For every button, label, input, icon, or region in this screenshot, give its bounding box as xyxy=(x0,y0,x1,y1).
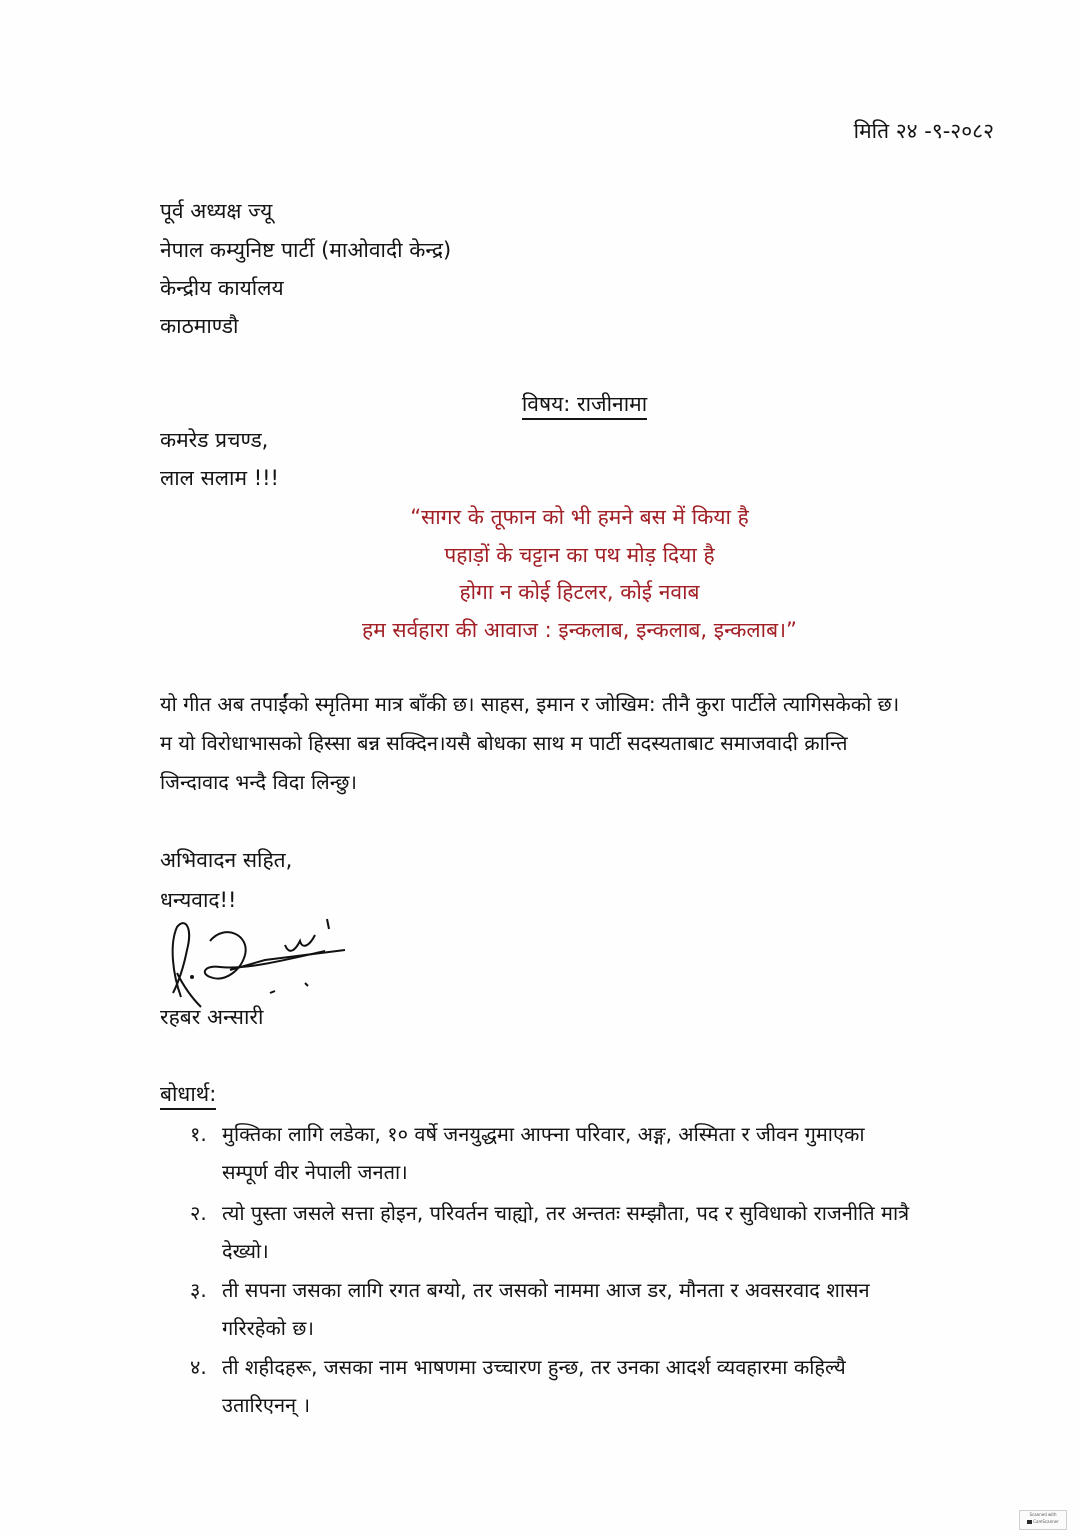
address-line-1: पूर्व अध्यक्ष ज्यू xyxy=(160,199,273,223)
cc-item-4 xyxy=(190,1353,846,1417)
cc-item-text: मुक्तिका लागि लडेका, १० वर्षे जनयुद्धमा आफ्ना परिवार, अङ्ग, अस्मिता र जीवन गुमाएका xyxy=(222,1122,865,1146)
camscanner-watermark xyxy=(1019,1510,1067,1530)
closing-line-2: धन्यवाद!! xyxy=(160,888,237,912)
cc-item-number: ३. xyxy=(190,1278,207,1302)
watermark-line-2: CamScanner xyxy=(1033,1519,1059,1524)
cc-item-text: ती सपना जसका लागि रगत बग्यो, तर जसको नाममा आज डर, मौनता र अवसरवाद शासन xyxy=(222,1278,870,1302)
cc-item-3 xyxy=(190,1276,870,1340)
subject-text: विषय: राजीनामा xyxy=(522,392,647,420)
salutation-line-1: कमरेड प्रचण्ड, xyxy=(160,428,269,452)
quote-line-2: पहाड़ों के चट्टान का पथ मोड़ दिया है xyxy=(444,543,715,567)
cc-item-text: उतारिएनन् । xyxy=(222,1393,311,1417)
cc-item-1 xyxy=(190,1120,865,1184)
body-line-1: यो गीत अब तपाईंको स्मृतिमा मात्र बाँकी छ। साहस, इमान र जोखिम: तीनै कुरा पार्टीले त्यागिसकेको छ। xyxy=(160,692,900,716)
quote-line-3: होगा न कोई हिटलर, कोई नवाब xyxy=(459,580,700,604)
cc-item-text: गरिरहेको छ। xyxy=(222,1316,314,1340)
address-line-4: काठमाण्डौ xyxy=(160,314,239,338)
cc-item-number: २. xyxy=(190,1201,207,1225)
cc-heading-text: बोधार्थ: xyxy=(160,1082,216,1110)
cc-item-2 xyxy=(190,1199,910,1263)
subject-heading xyxy=(0,390,1079,418)
cc-heading xyxy=(160,1080,216,1108)
cc-item-number: १. xyxy=(190,1122,207,1146)
body-line-3: जिन्दावाद भन्दै विदा लिन्छु। xyxy=(160,770,358,794)
cc-item-text: ती शहीदहरू, जसका नाम भाषणमा उच्चारण हुन्छ, तर उनका आदर्श व्यवहारमा कहिल्यै xyxy=(222,1355,846,1379)
cc-item-text: सम्पूर्ण वीर नेपाली जनता। xyxy=(222,1160,408,1184)
salutation-line-2: लाल सलाम !!! xyxy=(160,466,279,490)
camscanner-logo-icon xyxy=(1027,1520,1032,1524)
cc-item-text: देख्यो। xyxy=(222,1239,269,1263)
cc-item-number: ४. xyxy=(190,1355,207,1379)
closing-line-1: अभिवादन सहित, xyxy=(160,848,293,872)
cc-item-text: त्यो पुस्ता जसले सत्ता होइन, परिवर्तन चाह्यो, तर अन्ततः सम्झौता, पद र सुविधाको राजनीति मात्रै xyxy=(222,1201,910,1225)
body-line-2: म यो विरोधाभासको हिस्सा बन्न सक्दिन।यसै बोधका साथ म पार्टी सदस्यताबाट समाजवादी क्रान्ति xyxy=(160,731,848,755)
watermark-line-1: Scanned with xyxy=(1029,1512,1057,1517)
quote-line-4: हम सर्वहारा की आवाज : इन्कलाब, इन्कलाब, इन्कलाब।” xyxy=(362,618,797,642)
address-line-2: नेपाल कम्युनिष्ट पार्टी (माओवादी केन्द्र) xyxy=(160,238,452,262)
quote-line-1: “सागर के तूफान को भी हमने बस में किया है xyxy=(410,505,749,529)
signatory-name: रहबर अन्सारी xyxy=(160,1005,264,1029)
address-line-3: केन्द्रीय कार्यालय xyxy=(160,276,284,300)
signature-icon xyxy=(165,915,365,1010)
letter-date: मिति २४ -९-२०८२ xyxy=(853,119,994,143)
